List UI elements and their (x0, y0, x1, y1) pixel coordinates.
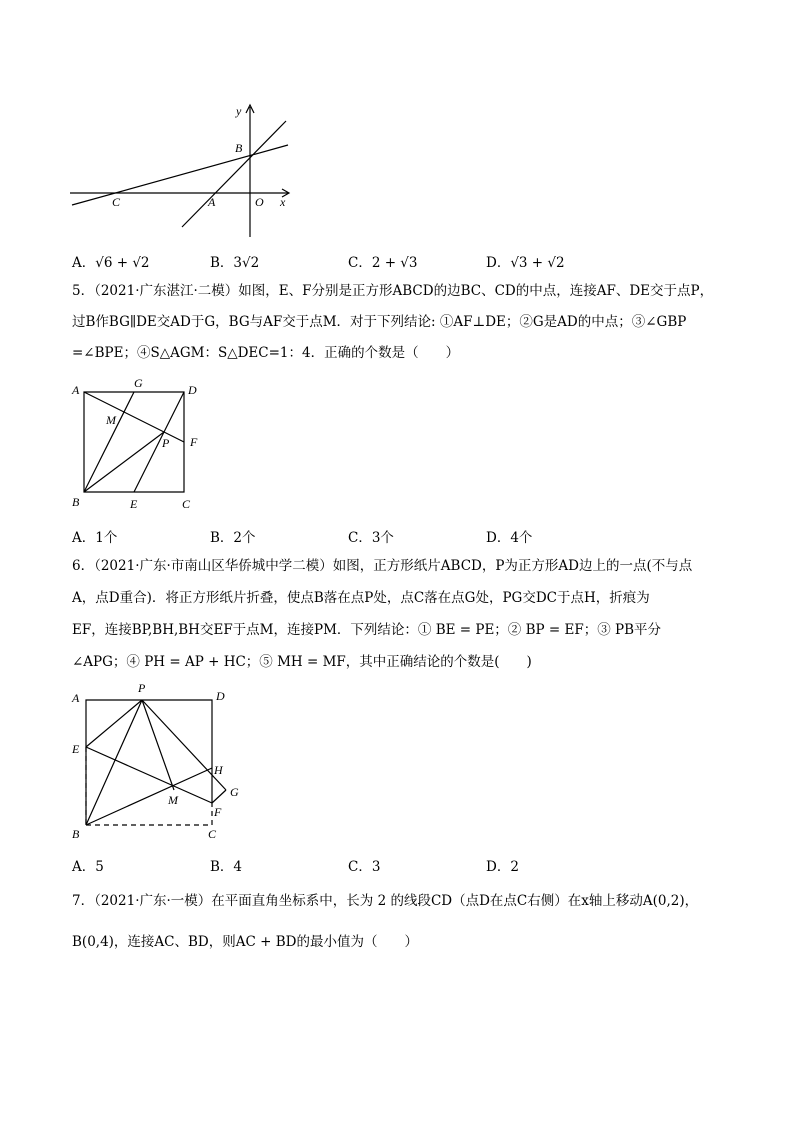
label-m: M (168, 793, 178, 807)
q6-line-3: EF，连接BP,BH,BH交EF于点M，连接PM．下列结论：① BE = PE；② BP = EF；③ PB平分 (72, 622, 662, 638)
q6-option-d: D．2 (486, 859, 519, 875)
q4-option-b: B．3√2 (210, 255, 260, 271)
label-o: O (255, 195, 264, 209)
label-a: A (72, 691, 80, 705)
q5-line-2: 过B作BG∥DE交AD于G，BG与AF交于点M．对于下列结论: ①AF⊥DE；②G是AD的中点；③∠GBP (72, 314, 687, 330)
line-ab (182, 121, 286, 227)
q5-line-1: 5．（2021·广东湛江·二模）如图，E、F分别是正方形ABCD的边BC、CD的中点，连接AF、DE交于点P， (72, 283, 714, 299)
q7-line-2: B(0,4)，连接AC、BD，则AC + BD的最小值为（ ） (72, 934, 418, 950)
q7-line-1: 7．（2021·广东·一模）在平面直角坐标系中，长为 2 的线段CD（点D在点C右侧）在x轴上移动A(0,2)， (72, 893, 699, 909)
label-c: C (182, 497, 191, 511)
label-c: C (208, 827, 217, 841)
label-b: B (235, 141, 243, 155)
label-a: A (72, 383, 80, 397)
q6-line-2: A，点D重合)．将正方形纸片折叠，使点B落在点P处，点C落在点G处，PG交DC于点H，折痕为 (72, 590, 650, 606)
label-d: D (188, 383, 197, 397)
label-f: F (214, 805, 222, 819)
q4-option-a: A．√6 + √2 (72, 255, 150, 271)
label-f: F (190, 435, 198, 449)
segment-bh (86, 768, 212, 825)
label-d: D (216, 689, 225, 703)
q4-option-d: D．√3 + √2 (486, 255, 565, 271)
label-c: C (112, 195, 121, 209)
label-x: x (280, 195, 286, 209)
label-y: y (236, 104, 242, 118)
label-e: E (72, 742, 80, 756)
q5-line-3: =∠BPE；④S△AGM：S△DEC=1：4．正确的个数是（ ） (72, 345, 460, 361)
label-h: H (214, 763, 223, 777)
figure-coordinate-lines (60, 95, 300, 245)
q6-option-c: C．3 (348, 859, 381, 875)
segment-af (84, 392, 184, 442)
label-g: G (230, 785, 239, 799)
segment-bp (84, 432, 164, 492)
q6-option-a: A．5 (72, 859, 104, 875)
q6-line-4: ∠APG；④ PH = AP + HC；⑤ MH = MF，其中正确结论的个数是( ) (72, 654, 532, 670)
label-a: A (208, 195, 216, 209)
q5-option-c: C．3个 (348, 530, 394, 546)
label-p: P (138, 681, 146, 695)
segment-de (134, 392, 184, 492)
q5-option-b: B．2个 (210, 530, 256, 546)
figure-folded-square (64, 680, 254, 845)
segment-pm (142, 700, 174, 790)
label-e: E (130, 497, 138, 511)
q6-option-b: B．4 (210, 859, 243, 875)
segment-bg (84, 392, 134, 492)
segment-pb (86, 700, 142, 825)
label-b: B (72, 495, 80, 509)
label-g: G (134, 376, 143, 390)
q5-option-a: A．1个 (72, 530, 118, 546)
figure-square-abcd (64, 372, 214, 517)
segment-fg (212, 790, 226, 803)
label-p: P (162, 436, 170, 450)
label-b: B (72, 827, 80, 841)
q6-line-1: 6．（2021·广东·市南山区华侨城中学二模）如图，正方形纸片ABCD，P为正方形AD边上的一点(不与点 (72, 558, 693, 574)
label-m: M (106, 413, 116, 427)
segment-pe (86, 700, 142, 747)
q5-option-d: D．4个 (486, 530, 533, 546)
q4-option-c: C．2 + √3 (348, 255, 418, 271)
